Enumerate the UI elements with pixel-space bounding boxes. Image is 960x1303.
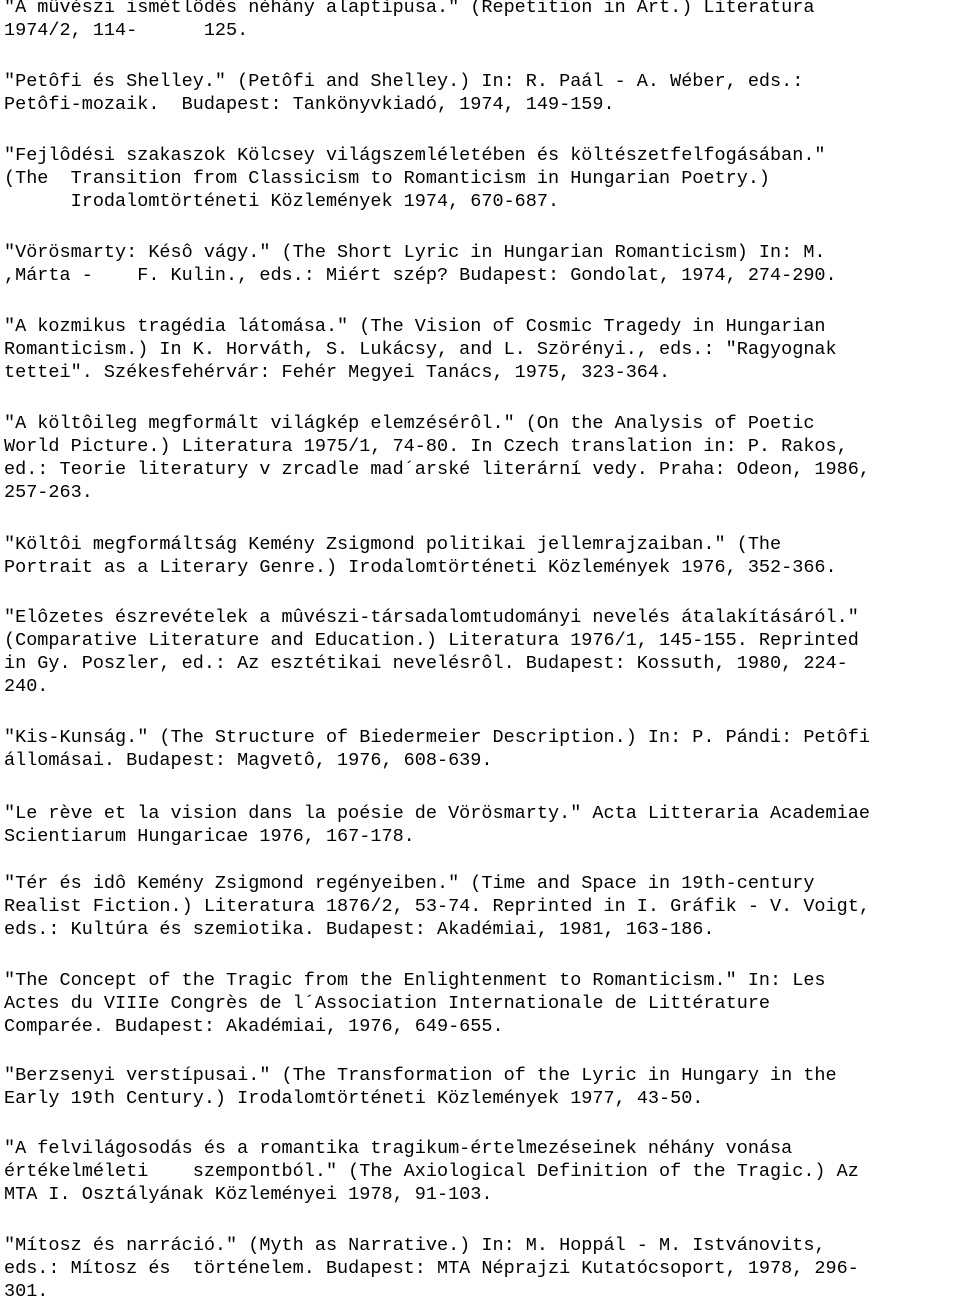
entry-line: "Kis-Kunság." (The Structure of Biedermeier Description.) In: P. Pándi: Petôfi xyxy=(4,727,870,748)
bibliography-entry xyxy=(4,315,837,384)
entry-line: értékelméleti szempontból." (The Axiological Definition of the Tragic.) Az xyxy=(4,1161,859,1182)
entry-line: 257-263. xyxy=(4,482,93,503)
entry-line: MTA I. Osztályának Közleményei 1978, 91-103. xyxy=(4,1184,493,1205)
entry-line: eds.: Kultúra és szemiotika. Budapest: Akadémiai, 1981, 163-186. xyxy=(4,919,715,940)
bibliography-entry xyxy=(4,0,814,42)
entry-line: "Vörösmarty: Késô vágy." (The Short Lyric in Hungarian Romanticism) In: M. xyxy=(4,242,826,263)
entry-line: állomásai. Budapest: Magvetô, 1976, 608-639. xyxy=(4,750,493,771)
bibliography-entry xyxy=(4,70,803,116)
entry-line: (The Transition from Classicism to Romanticism in Hungarian Poetry.) xyxy=(4,168,771,189)
entry-line: Petôfi-mozaik. Budapest: Tankönyvkiadó, 1974, 149-159. xyxy=(4,94,615,115)
entry-line: (Comparative Literature and Education.) Literatura 1976/1, 145-155. Reprinted xyxy=(4,630,859,651)
entry-line: Realist Fiction.) Literatura 1876/2, 53-74. Reprinted in I. Gráfik - V. Voigt, xyxy=(4,896,870,917)
bibliography-entry xyxy=(4,969,826,1038)
bibliography-entry xyxy=(4,1234,859,1303)
entry-line: 1974/2, 114- 125. xyxy=(4,20,249,41)
entry-line: 240. xyxy=(4,676,49,697)
entry-line: "Elôzetes észrevételek a mûvészi-társadalomtudományi nevelés átalakításáról." xyxy=(4,607,859,628)
entry-line: "Fejlôdési szakaszok Kölcsey világszemléletében és költészetfelfogásában." xyxy=(4,145,826,166)
entry-line: Early 19th Century.) Irodalomtörténeti Közlemények 1977, 43-50. xyxy=(4,1088,704,1109)
entry-line: "Tér és idô Kemény Zsigmond regényeiben." (Time and Space in 19th-century xyxy=(4,873,815,894)
bibliography-entry xyxy=(4,1137,859,1206)
bibliography-entry xyxy=(4,802,870,848)
entry-line: Irodalomtörténeti Közlemények 1974, 670-687. xyxy=(4,191,560,212)
bibliography-entry xyxy=(4,412,870,504)
entry-line: 301. xyxy=(4,1281,49,1302)
entry-line: "Le rève et la vision dans la poésie de Vörösmarty." Acta Litteraria Academiae xyxy=(4,803,870,824)
bibliography-entry xyxy=(4,241,837,287)
entry-line: Romanticism.) In K. Horváth, S. Lukácsy, and L. Szörényi., eds.: "Ragyognak xyxy=(4,339,837,360)
entry-line: in Gy. Poszler, ed.: Az esztétikai nevelésrôl. Budapest: Kossuth, 1980, 224- xyxy=(4,653,848,674)
bibliography-entry xyxy=(4,872,870,941)
entry-line: "A felvilágosodás és a romantika tragikum-értelmezéseinek néhány vonása xyxy=(4,1138,793,1159)
entry-line: "Mítosz és narráció." (Myth as Narrative.) In: M. Hoppál - M. Istvánovits, xyxy=(4,1235,826,1256)
bibliography-entry xyxy=(4,1064,837,1110)
bibliography-entry xyxy=(4,144,826,213)
entry-line: "Berzsenyi verstípusai." (The Transformation of the Lyric in Hungary in the xyxy=(4,1065,837,1086)
entry-line: "A mûvészi ismétlôdés néhány alaptípusa." (Repetition in Art.) Literatura xyxy=(4,0,815,18)
entry-line: Actes du VIIIe Congrès de l´Association Internationale de Littérature xyxy=(4,993,771,1014)
entry-line: "Petôfi és Shelley." (Petôfi and Shelley.) In: R. Paál - A. Wéber, eds.: xyxy=(4,71,804,92)
entry-line: tettei". Székesfehérvár: Fehér Megyei Tanács, 1975, 323-364. xyxy=(4,362,671,383)
entry-line: World Picture.) Literatura 1975/1, 74-80. In Czech translation in: P. Rakos, xyxy=(4,436,848,457)
entry-line: Comparée. Budapest: Akadémiai, 1976, 649-655. xyxy=(4,1016,504,1037)
entry-line: "A kozmikus tragédia látomása." (The Vision of Cosmic Tragedy in Hungarian xyxy=(4,316,826,337)
entry-line: "The Concept of the Tragic from the Enlightenment to Romanticism." In: Les xyxy=(4,970,826,991)
bibliography-entry xyxy=(4,606,859,698)
entry-line: ,Márta - F. Kulin., eds.: Miért szép? Budapest: Gondolat, 1974, 274-290. xyxy=(4,265,837,286)
bibliography-entry xyxy=(4,726,870,772)
entry-line: "A költôileg megformált világkép elemzésérôl." (On the Analysis of Poetic xyxy=(4,413,815,434)
entry-line: Portrait as a Literary Genre.) Irodalomtörténeti Közlemények 1976, 352-366. xyxy=(4,557,837,578)
entry-line: Scientiarum Hungaricae 1976, 167-178. xyxy=(4,826,415,847)
entry-line: "Költôi megformáltság Kemény Zsigmond politikai jellemrajzaiban." (The xyxy=(4,534,782,555)
entry-line: eds.: Mítosz és történelem. Budapest: MTA Néprajzi Kutatócsoport, 1978, 296- xyxy=(4,1258,859,1279)
bibliography-entry xyxy=(4,533,837,579)
entry-line: ed.: Teorie literatury v zrcadle mad´arské literární vedy. Praha: Odeon, 1986, xyxy=(4,459,870,480)
